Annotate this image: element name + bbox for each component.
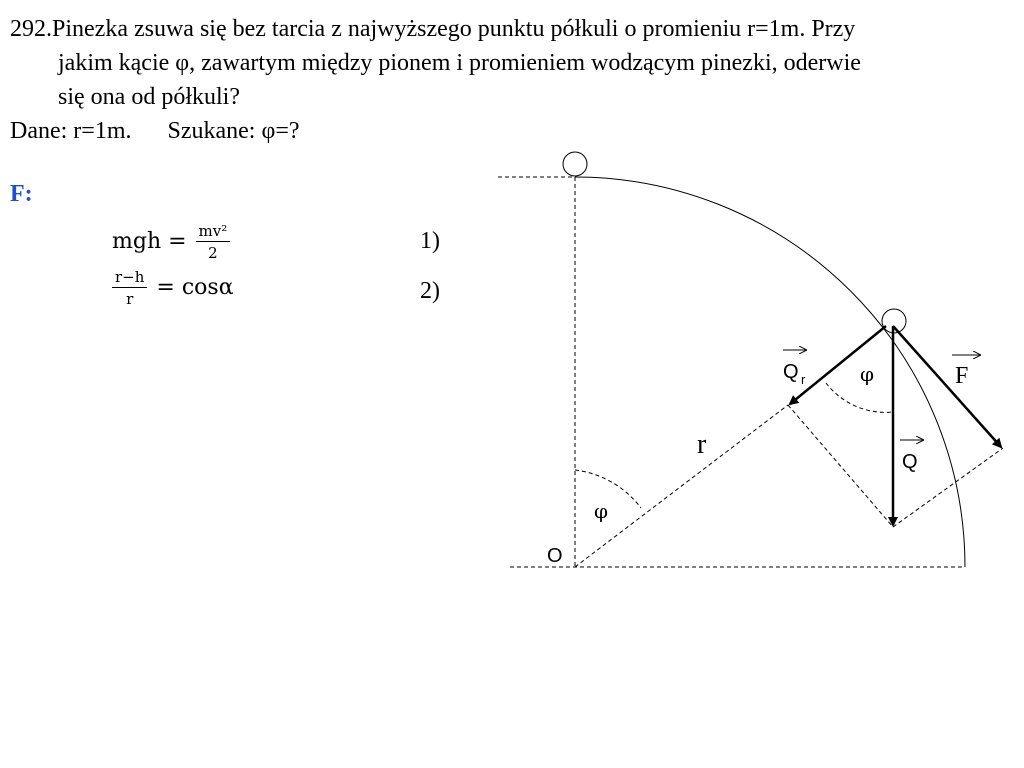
phi-arc-top: [826, 383, 893, 412]
equation-1-number: 1): [420, 228, 440, 254]
problem-line-2: jakim kącie φ, zawartym między pionem i promieniem wodzącym pinezki, oderwie: [58, 50, 861, 76]
equation-2-numerator: r−h: [112, 268, 147, 288]
label-phi-top: φ: [860, 362, 875, 386]
hemisphere-arc: [575, 177, 965, 567]
vector-f: [893, 326, 1001, 447]
label-f: F: [955, 363, 969, 389]
section-label: F:: [10, 181, 33, 207]
problem-number: 292.: [10, 16, 52, 42]
construction-dashed-1: [788, 405, 893, 527]
equation-2-denominator: r: [126, 290, 134, 308]
pin-top: [563, 152, 587, 176]
label-qr: Q: [783, 361, 799, 383]
problem-line-1: 292.Pinezka zsuwa się bez tarcia z najwyższego punktu półkuli o promieniu r=1m. Przy: [10, 16, 856, 42]
equation-1-numerator: mv²: [196, 222, 231, 242]
label-phi-center: φ: [594, 499, 609, 523]
given-szukane: Szukane: φ=?: [167, 118, 300, 144]
equation-1-lhs: mgh =: [112, 229, 187, 254]
equation-2-rhs: = cosα: [156, 275, 234, 300]
label-q: Q: [902, 451, 918, 473]
label-origin: O: [547, 545, 563, 567]
problem-line-3: się ona od półkuli?: [58, 84, 240, 110]
label-radius: r: [697, 429, 707, 460]
equation-2-number: 2): [420, 278, 440, 304]
given-dane: Dane: r=1m.: [10, 118, 132, 144]
radius-dashed-line: [575, 405, 788, 567]
equation-1-denominator: 2: [208, 244, 218, 262]
label-qr-subscript: r: [801, 372, 806, 387]
